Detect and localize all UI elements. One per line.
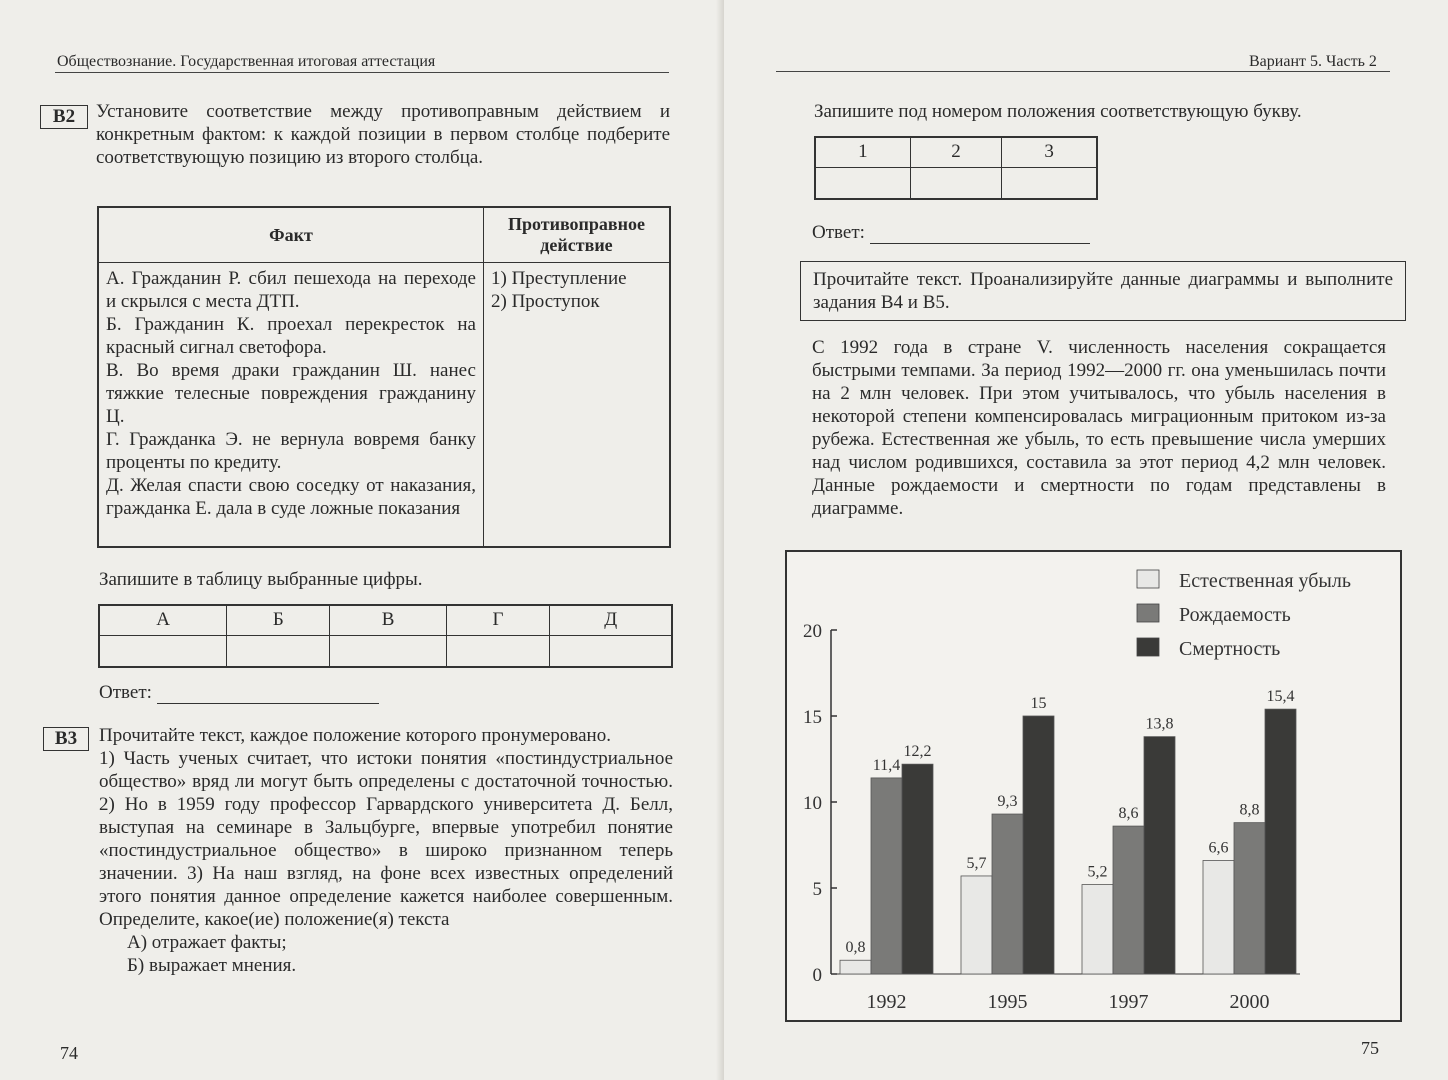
bar-1992-death bbox=[902, 764, 933, 974]
bar-value-label: 15 bbox=[1030, 695, 1047, 712]
b2-answer-table bbox=[98, 604, 673, 668]
page-number: 74 bbox=[60, 1043, 78, 1063]
legend-swatch bbox=[1137, 638, 1159, 656]
b3-answer-line bbox=[812, 221, 1090, 244]
legend-label: Смертность bbox=[1179, 638, 1281, 660]
task-b2-intro: Установите соответствие между противоправным действием и конкретным фактом: к каждой позиции в первом столбце подберите соответствующую позицию из второго столбца. bbox=[96, 101, 670, 168]
bar-value-label: 9,3 bbox=[997, 793, 1018, 811]
actions-cell bbox=[484, 263, 671, 548]
bar-value-label: 12,2 bbox=[903, 743, 932, 761]
answer-cell[interactable] bbox=[99, 635, 227, 667]
left-page bbox=[0, 0, 722, 1080]
page-number: 75 bbox=[1361, 1038, 1379, 1058]
bar-value-label: 5,7 bbox=[966, 854, 987, 872]
answer-col-header: Б bbox=[227, 605, 330, 635]
y-tick-label: 0 bbox=[812, 965, 822, 986]
bar-2000-birth bbox=[1234, 823, 1265, 974]
bar-1997-decline bbox=[1082, 885, 1113, 974]
header-rule bbox=[776, 71, 1390, 72]
bar-1995-decline bbox=[961, 876, 992, 974]
y-tick-label: 10 bbox=[803, 793, 822, 814]
b2-answer-line bbox=[99, 681, 379, 704]
legend-label: Естественная убыль bbox=[1179, 570, 1351, 592]
bar-1995-birth bbox=[992, 814, 1023, 974]
page-header: Вариант 5. Часть 2 bbox=[1249, 53, 1377, 70]
bar-1995-death bbox=[1023, 716, 1054, 974]
x-category-label: 1995 bbox=[987, 991, 1028, 1013]
answer-col-header: 2 bbox=[910, 137, 1002, 167]
b3-option-a: А) отражает факты; bbox=[127, 932, 287, 953]
answer-blank[interactable] bbox=[870, 225, 1090, 244]
bar-value-label: 13,8 bbox=[1145, 715, 1174, 733]
fact-item: А. Гражданин Р. сбил пешехода на переходе и скрылся с места ДТП. bbox=[106, 268, 476, 312]
b3-text: 1) Часть ученых считает, что истоки понятия «постиндустриальное общество» вряд ли могут быть определены с достаточной точностью. 2) Но в 1959 году профессор Гарвардского университета Д. Белл, выступая на семинаре в Зальцбурге, впервые употребил понятие «постиндустриальное общество» в широко признанном теперь значении. 3) На наш взгляд, на фоне всех известных определений этого понятия данное определение кажется наиболее совершенным. Определите, какое(ие) положение(я) текста bbox=[99, 748, 673, 930]
x-category-label: 1992 bbox=[866, 991, 907, 1013]
fact-item: В. Во время драки гражданин Ш. нанес тяжкие телесные повреждения гражданину Ц. bbox=[106, 360, 476, 427]
population-text: С 1992 года в стране V. численность населения сокращается быстрыми темпами. За период 1992—2000 гг. она уменьшилась почти на 2 млн человек. При этом учитывалось, что убыль населения в некоторой степени компенсировалась миграционным притоком из-за рубежа. Естественная же убыль, то есть превышение числа умерших над числом родившихся, составила за этот период 4,2 млн человек. Данные рождаемости и смертности по годам представлены в диаграмме. bbox=[812, 337, 1386, 519]
fact-item: Б. Гражданин К. проехал перекресток на красный сигнал светофора. bbox=[106, 314, 476, 358]
bar-1997-death bbox=[1144, 737, 1175, 974]
bar-2000-death bbox=[1265, 709, 1296, 974]
b3-intro: Прочитайте текст, каждое положение которого пронумеровано. bbox=[99, 725, 611, 746]
bar-1992-birth bbox=[871, 778, 902, 974]
y-tick-label: 15 bbox=[803, 707, 822, 728]
chart-instruction-box: Прочитайте текст. Проанализируйте данные диаграммы и выполните задания В4 и В5. bbox=[800, 261, 1406, 321]
fact-item: Д. Желая спасти свою соседку от наказания, гражданка Е. дала в суде ложные показания bbox=[106, 475, 476, 519]
bar-2000-decline bbox=[1203, 860, 1234, 974]
x-category-label: 1997 bbox=[1108, 991, 1149, 1013]
facts-cell bbox=[98, 263, 484, 548]
action-item: 1) Преступление bbox=[491, 268, 627, 289]
task-b3-body bbox=[99, 724, 673, 977]
answer-cell[interactable] bbox=[227, 635, 330, 667]
answer-label: Ответ: bbox=[812, 222, 865, 243]
y-tick-label: 20 bbox=[803, 621, 822, 642]
population-chart bbox=[785, 550, 1403, 1024]
answer-cell[interactable] bbox=[446, 635, 550, 667]
legend-swatch bbox=[1137, 570, 1159, 588]
b3-write-prompt: Запишите под номером положения соответствующую букву. bbox=[814, 101, 1302, 122]
answer-col-header: 1 bbox=[815, 137, 910, 167]
b2-write-prompt: Запишите в таблицу выбранные цифры. bbox=[99, 569, 423, 590]
bar-value-label: 8,8 bbox=[1239, 801, 1260, 819]
answer-col-header: А bbox=[99, 605, 227, 635]
task-b3-tag: В3 bbox=[43, 727, 89, 751]
bar-value-label: 0,8 bbox=[845, 939, 866, 957]
answer-cell[interactable] bbox=[815, 167, 910, 199]
answer-cell[interactable] bbox=[910, 167, 1002, 199]
facts-col-header: Факт bbox=[98, 207, 484, 263]
bar-1992-decline bbox=[840, 960, 871, 974]
answer-col-header: В bbox=[330, 605, 446, 635]
answer-col-header: 3 bbox=[1002, 137, 1097, 167]
b3-answer-table bbox=[814, 136, 1098, 200]
bar-1997-birth bbox=[1113, 826, 1144, 974]
answer-col-header: Г bbox=[446, 605, 550, 635]
answer-cell[interactable] bbox=[330, 635, 446, 667]
legend-label: Рождаемость bbox=[1179, 604, 1291, 626]
answer-col-header: Д bbox=[550, 605, 672, 635]
bar-value-label: 5,2 bbox=[1087, 863, 1108, 881]
bar-value-label: 6,6 bbox=[1208, 839, 1229, 857]
fact-item: Г. Гражданка Э. не вернула вовремя банку проценты по кредиту. bbox=[106, 429, 476, 473]
answer-cell[interactable] bbox=[1002, 167, 1097, 199]
actions-col-header: Противоправное действие bbox=[484, 207, 671, 263]
bar-value-label: 8,6 bbox=[1118, 805, 1139, 823]
legend-swatch bbox=[1137, 604, 1159, 622]
answer-blank[interactable] bbox=[157, 685, 379, 704]
action-item: 2) Проступок bbox=[491, 291, 600, 312]
answer-label: Ответ: bbox=[99, 682, 152, 703]
task-b2-tag: В2 bbox=[40, 105, 88, 129]
right-page bbox=[724, 0, 1448, 1080]
bar-value-label: 11,4 bbox=[872, 756, 901, 774]
answer-cell[interactable] bbox=[550, 635, 672, 667]
facts-table bbox=[97, 206, 671, 548]
bar-value-label: 15,4 bbox=[1266, 688, 1295, 706]
b3-option-b: Б) выражает мнения. bbox=[127, 955, 297, 976]
y-tick-label: 5 bbox=[812, 879, 822, 900]
x-category-label: 2000 bbox=[1229, 991, 1270, 1013]
page-header: Обществознание. Государственная итоговая аттестация bbox=[57, 53, 436, 70]
header-rule bbox=[55, 72, 669, 73]
